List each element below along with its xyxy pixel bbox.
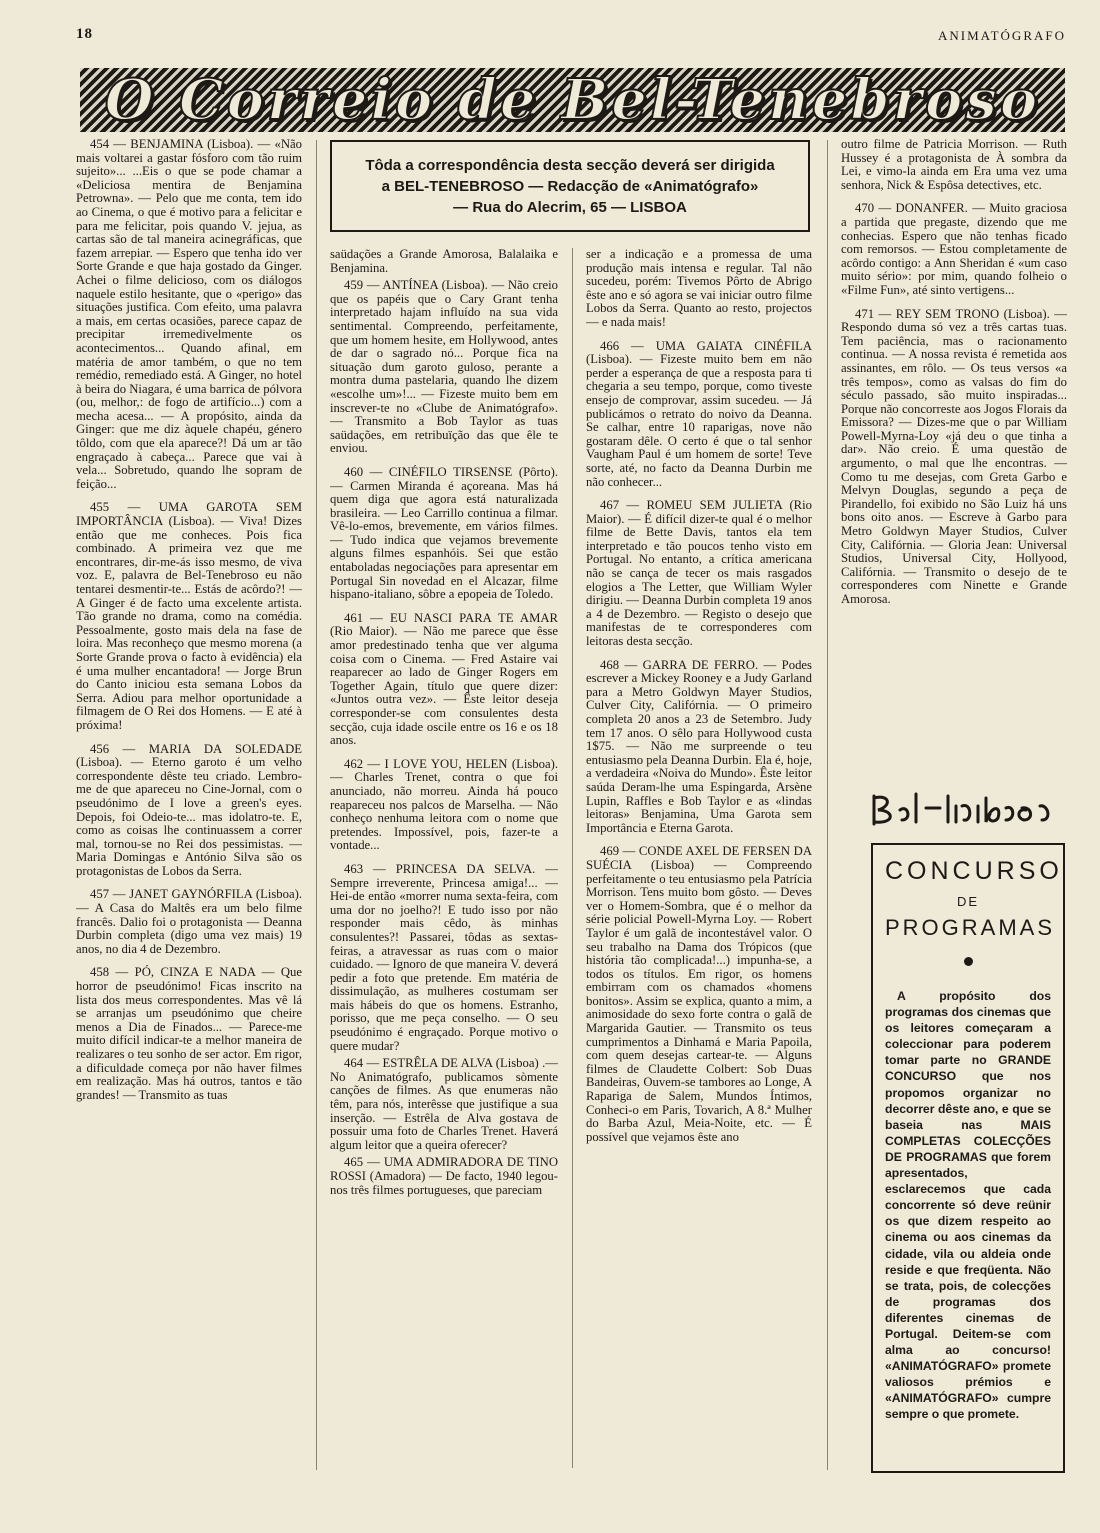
magazine-name: ANIMATÓGRAFO <box>937 28 1066 43</box>
column-4 <box>841 138 1067 838</box>
letter-462: 462 — I LOVE YOU, HELEN (Lisboa). — Charles Trenet, contra o que foi anunciado, não morreu. Ainda há pouco reapareceu nos palcos de Marselha. — Não conheço nenhuma leitora com o nome que pretendes. Impossível, pois, fazer-te a vontade... <box>330 756 558 853</box>
letter-467: 467 — ROMEU SEM JULIETA (Rio Maior). — É difícil dizer-te qual é o melhor filme de Bette Davis, tantos ela tem interpretado e tão poucos tenho visto em Portugal. No entanto, a crítica americana não se cança de tecer os mais rasgados elogios a The Letter, que William Wyler dirigiu. — Deanna Durbin completa 19 anos a 4 de Dezembro. — Registo o desejo que manifestas de te corresponderes com leitoras desta secção. <box>586 498 812 649</box>
column-3 <box>586 248 812 1468</box>
letter-468: 468 — GARRA DE FERRO. — Podes escrever a Mickey Rooney e a Judy Garland para a Metro Goldwyn Mayer Studios, Culver City, Califórnia. — O primeiro completa 20 anos a 23 de Setembro. Judy tem 17 anos. O sêlo para Hollywood custa 1$75. — Não me surpreende o teu entusiasmo pela Deanna Durbin. Ela é, hoje, a verdadeira «Noiva do Mundo». Êste leitor saúda Deram-lhe uma Espingarda, Arsène Lupin, Raffles e Bob Taylor e as «lindas leitoras» Benjamina, Uma Garota sem Importância e Eterna Garota. <box>586 657 812 835</box>
notice-line-1: Tôda a correspondência desta secção deverá ser dirigida <box>365 156 775 174</box>
concurso-text: A propósito dos programas dos cinemas que os leitores começaram a coleccionar para poderem tomar parte no GRANDE CONCURSO que nos propomos organizar no decorrer dêste ano, e que se baseia nas MAIS COMPLETAS COLECÇÕES DE PROGRAMAS que forem apresentados, esclarecemos que cada concorrente só deve reünir os que dizem respeito ao cinema ou aos cinemas da cidade, vila ou aldeia onde reside e que freqüenta. Não se trata, pois, de colecções de programas dos diferentes cinemas de Portugal. Deitem-se com alma ao concurso! «ANIMATÓGRAFO» promete valiosos prémios e «ANIMATÓGRAFO» cumpre sempre o que promete. <box>885 989 1051 1422</box>
page-number: 18 <box>76 26 93 42</box>
letter-464: 464 — ESTRÊLA DE ALVA (Lisboa) .— No Animatógrafo, publicamos sòmente canções de filmes. As que enumeras não têm, para nós, interêsse que justifique a sua inserção. — Estrêla de Alva gostava de possuir uma foto de Charles Trenet. Haverá algum leitor que a queira oferecer? <box>330 1056 558 1152</box>
letter-455: 455 — UMA GAROTA SEM IMPORTÂNCIA (Lisboa). — Viva! Dizes então que me conheces. Pois fica combinado. A primeira vez que me encontrares, dir-me-ás isso mesmo, de viva voz. E, palavra de Bel-Tenebroso eu não tentarei desmentir-te... Estás de acôrdo?! — A Ginger é de facto uma excelente artista. Tão grande no drama, como na comédia. Pessoalmente, gosto mais dela na fase de loira. Mas reconheço que mesmo morena (a Sorte Grande prova o facto à evidência) ela é uma mulher encantadora! — Jorge Brun do Canto iniciou esta semana Lobos da Serra. Adiou para melhor oportunidade a filmagem de O Rei dos Homens. — E até à próxima! <box>76 500 302 732</box>
letter-470: 470 — DONANFER. — Muito graciosa a partida que pregaste, dizendo que me conhecias. Espero que não tenhas ficado com remorsos. — Estou completamente de acôrdo contigo: a Ann Sheridan é «um caso muito sério»: por mim, quando folheio o «Filme Fun», até sinto vertigens... <box>841 201 1067 297</box>
letter-463: 463 — PRINCESA DA SELVA. — Sempre irreverente, Princesa amiga!... — Hei-de então «morrer numa sexta-feira, com uma dor no joelho?! E tudo isso por não responder mais cêdo, às minhas consulentes?! Passarei, tôdas as sextas-feiras, a atravessar as ruas com o maior cuidado. — Ignoro de que maneira V. deverá pedir a foto que pretende. Em matéria de dissimulação, as mulheres costumam ser mais hábeis do que os homens. Estranho, porisso, que me peça conselho. — O seu pseudónimo é engraçado. Porque motivo o quere mudar? <box>330 861 558 1053</box>
concurso-title: CONCURSO <box>885 857 1063 885</box>
letter-460: 460 — CINÉFILO TIRSENSE (Pôrto). — Carmen Miranda é açoreana. Mas há quem diga que agora está naturalizada brasileira. — Leo Carrillo continua a filmar. Vê-lo-emos, brevemente, em vários filmes. — Tudo indica que vejamos brevemente alguns filmes espanhóis. Sei que estão entaboladas negociações para apresentar em Portugal Sin novedad en el Alcazar, filme hispano-italiano, sôbre a epopeia de Toledo. <box>330 464 558 602</box>
section-banner <box>80 68 1065 132</box>
letter-469: 469 — CONDE AXEL DE FERSEN DA SUÉCIA (Lisboa) — Compreendo perfeitamente o teu entusiasmo pela Patrícia Morrison. Tens muito bom gôsto. — Deves ver o Homem-Sombra, que é o melhor da série policial Powell-Myrna Loy. — Robert Taylor é um galã de incontestável valor. O seu trabalho na Dama dos Trópicos (que história tão complicada!...) impunha-se, a todos os títulos. Em rigor, os homens embirram com os chamados «homens bonitos». Assim se explica, quanto a mim, a animosidade do sexo forte contra o galã de Margarida Gautier. — Transmito os teus cumprimentos a Dinhamá e Maria Papoila, com quem desejas cartear-te. — Alguns filmes de Claudette Colbert: Sob Duas Bandeiras, Ouvem-se tambores ao Longe, A Rapariga de Salem, Mundos Íntimos, Conheci-o em Paris, Tovarich, A 8.ª Mulher do Barba Azul, Meia-Noite, etc. — É possível que vejamos êste ano <box>586 844 812 1144</box>
notice-line-3: — Rua do Alecrim, 65 — LISBOA <box>453 198 687 216</box>
letter-457: 457 — JANET GAYNÓRFILA (Lisboa). — A Casa do Maltês era um belo filme francês. Dalio foi o protagonista — Deanna Durbin completa (digo uma vez mais) 19 anos, no dia 4 de Dezembro. <box>76 887 302 956</box>
letter-471: 471 — REY SEM TRONO (Lisboa). — Respondo duma só vez a três cartas tuas. Tem paciência, mas o racionamento continua. — A nossa revista é remetida aos assinantes, em rôlo. — Os teus versos «a três tempos», como as valsas do fim do século passado, são muito inspiradas... Porque não concorreste aos Jogos Florais da Emissora? — Dizes-me que o par William Powell-Myrna-Loy «já deu o que tinha a dar». Não creio. É uma questão de argumento, o mal que lhe encontras. — Como tu me desejas, com Greta Garbo e Melvyn Douglas, segundo a peça de Pirandello, foi exibido no São Luiz há uns bons oito anos. — Escreve à Garbo para Metro Goldwyn Mayer Studios, Culver City, Califórnia. — Gloria Jean: Universal Studios, Universal City, Hollyood, Califórnia. — Transmito o desejo de te corresponderes com Ninette e Grande Amorosa. <box>841 306 1067 606</box>
letter-454: 454 — BENJAMINA (Lisboa). — «Não mais voltarei a gastar fósforo com tão ruim sujeito»... ...Eis o que se pode chamar a «Deliciosa mentira de Benjamina Petrowna». — Pelo que me conta, tem ido ao Cinema, o que é motivo para a felicitar e para me felicitar, pois quando V. jejua, as cartas são de tal maneira acinegráficas, que fazem arrepiar. — Espero que tenha ido ver Sorte Grande e que haja gostado da Ginger. Achei o filme delicioso, com os diálogos naquele estilo hesitante, que o «perigo» das situações justifica. Com efeito, uma palavra a mais, em certas ocasiões, parece capaz de precipitar irremedivelmente os acontecimentos... Quando afinal, em matéria de amor também, o que no tem remédio, remediado está. A Ginger, no hotel à beira do Niagara, é uma barrica de pólvora (ou, melhor,: de fogo de artifício...) com a mecha acesa... — A propósito, ainda da Ginger: que me diz àquele chapéu, género tôldo, com que ela aparece?! Dá um ar tão engraçado à cabeça... Parece que vai à vela... Sobretudo, quando lhe sopram de feição... <box>76 138 302 491</box>
letter-459: 459 — ANTÍNEA (Lisboa). — Não creio que os papéis que o Cary Grant tenha interpretado hajam influído na sua vida sentimental. Compreendo, perfeitamente, que um homem hesite, em Hollywood, antes de dar o sagrado nó... Porque fica na situação dum garoto guloso, perante a montra duma pastelaria, quando lhe dizem «escolhe um»!... — Fizeste muito bem em inscrever-te no «Clube de Animatógrafo». — Transmito a Bob Taylor as tuas saüdações, em retribuïção das que êle te enviou. <box>330 278 558 456</box>
concurso-de: DE <box>956 894 980 909</box>
signature <box>856 784 1066 834</box>
letter-458-cont: saüdações a Grande Amorosa, Balalaika e Benjamina. <box>330 248 558 275</box>
letter-469-cont: outro filme de Patricia Morrison. — Ruth Hussey é a protagonista de À sombra da Lei, e vimo-la ainda em Era uma vez uma senhora, Nick & Espôsa detectives, etc. <box>841 138 1067 192</box>
section-title: O Correio de Bel-Tenebroso <box>104 68 1041 132</box>
notice-line-2: a BEL-TENEBROSO — Redacção de «Animatógrafo» <box>381 177 759 195</box>
letter-456: 456 — MARIA DA SOLEDADE (Lisboa). — Eterno garoto é um velho correspondente dêste teu criado. Lembro-me de que apareceu no Cine-Jornal, com o pseudónimo de I love a green's eyes. Depois, foi Odeio-te... mas idolatro-te. E, como as coisas lhe continuassem a correr mal, tornou-se no Rei dos pessimistas. — Maria Domingas e António Silva são os protagonistas de Lobos da Serra. <box>76 741 302 878</box>
letter-461: 461 — EU NASCI PARA TE AMAR (Rio Maior). — Não me parece que êsse amor predestinado tenha que ver alguma coisa com o Cinema. — Fred Astaire vai reaparecer ao lado de Ginger Rogers em Together Again, título que quere dizer: «Juntos outra vez». — Êste leitor deseja corresponder-se com consulentes desta secção, cuja idade oscile entre os 16 e os 18 anos. <box>330 610 558 748</box>
concurso-box <box>871 843 1065 1473</box>
correspondence-notice <box>330 140 810 232</box>
column-2 <box>330 248 558 1468</box>
letter-465: 465 — UMA ADMIRADORA DE TINO ROSSI (Amadora) — De facto, 1940 legou-nos três filmes portugueses, que pareciam <box>330 1155 558 1197</box>
bullet-icon <box>964 957 973 966</box>
column-1 <box>76 138 302 1458</box>
letter-466: 466 — UMA GAIATA CINÉFILA (Lisboa). — Fizeste muito bem em não perder a esperança de que a resposta para ti chegaria a seu tempo, porque, como tiveste ensejo de comprovar, assim sucedeu. — Já publicámos o retrato do noivo da Deanna. Se calhar, entre 10 raparigas, nove não gostaram dêle. O certo é que o tal senhor Vaugham Paul é um homem de sorte! Teve sorte, até, no facto da Deanna Durbin me não conhecer... <box>586 338 812 489</box>
concurso-subtitle: PROGRAMAS <box>885 915 1056 940</box>
letter-465-cont: ser a indicação e a promessa de uma produção mais intensa e regular. Tal não sucedeu, porém: Tivemos Pôrto de Abrigo êste ano e só agora se vai iniciar outro filme Lobos da Serra. Quanto ao resto, projectos — e nada mais! <box>586 248 812 329</box>
letter-458: 458 — PÓ, CINZA E NADA — Que horror de pseudónimo! Ficas inscrito na lista dos meus correspondentes. Mas vê lá se arranjas um pseudónimo que cheire menos a Dia de Finados... — Parece-me muito difícil indicar-te a melhor maneira de realizares o teu sonho de ser actor. Em rigor, a dificuldade começa por não haver filmes em realização. Mas há outros, tantos e tão grandes! — Transmito as tuas <box>76 965 302 1102</box>
